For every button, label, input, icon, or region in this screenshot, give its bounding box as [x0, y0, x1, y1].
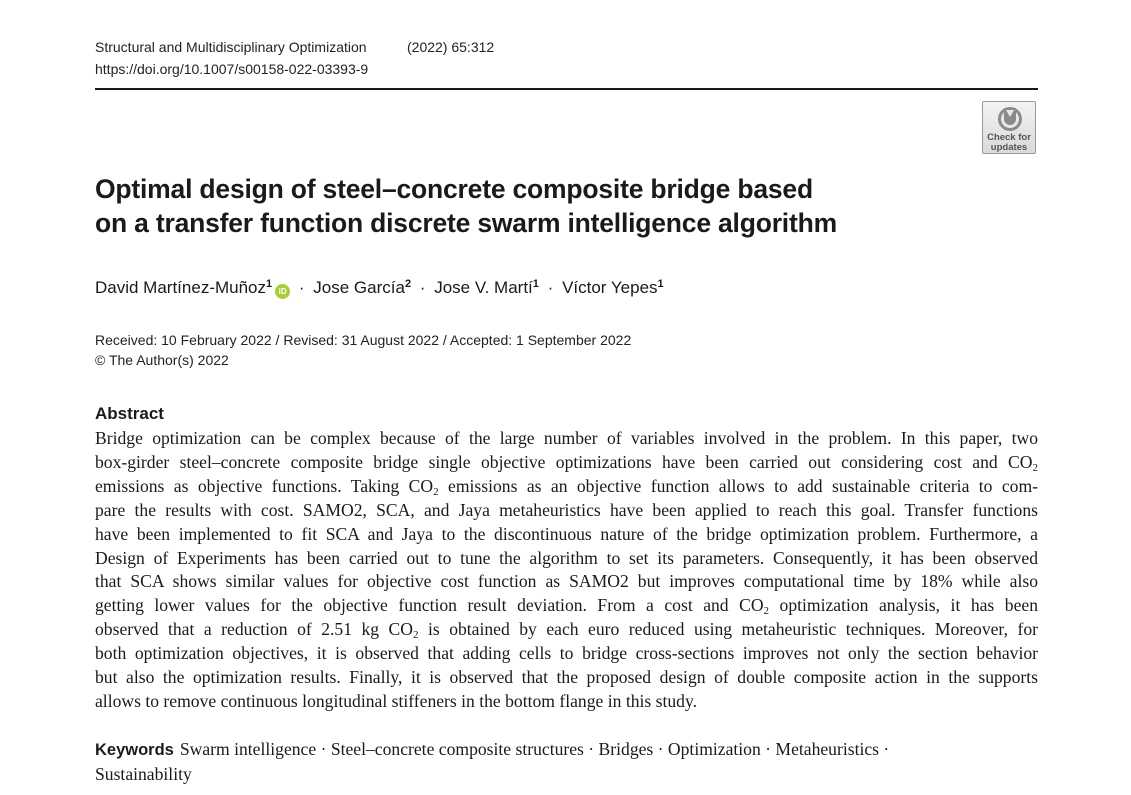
author-name[interactable]: Víctor Yepes: [562, 278, 658, 297]
author-name[interactable]: David Martínez-Muñoz: [95, 278, 267, 297]
abstract-line: but also the optimization results. Finally, it is observed that the proposed design of double composite action in the supports: [95, 667, 1038, 688]
abstract-line: emissions as objective functions. Taking $CO_2$ emissions as an objective function allows to add sustainable criteria to com-: [95, 475, 1039, 498]
abstract-line: allows to remove continuous longitudinal stiffeners in the bottom flange in this study.: [95, 690, 698, 711]
doi-link[interactable]: https://doi.org/10.1007/s00158-022-03393-9: [95, 61, 369, 77]
copyright: © The Author(s) 2022: [95, 352, 229, 368]
abstract-line: have been implemented to fit SCA and Jaya to the discontinuous nature of the bridge optimization problem. Furthermore, a: [95, 523, 1038, 544]
abstract-line: that SCA shows similar values for objective cost function as SAMO2 but improves computational time by 18% while also: [95, 571, 1038, 592]
orcid-icon[interactable]: iD: [275, 284, 290, 299]
author-separator: ·: [419, 278, 426, 297]
title-line2: on a transfer function discrete swarm intelligence algorithm: [95, 208, 837, 238]
badge-line1: Check for: [987, 132, 1031, 143]
affiliation-mark: 1: [532, 278, 539, 290]
abstract-line: both optimization objectives, it is observed that adding cells to bridge cross-sections improves not only the section behavior: [95, 643, 1038, 664]
abstract-line: getting lower values for the objective function result deviation. From a cost and $CO_2$ optimization analysis, it has been: [95, 595, 1038, 618]
check-for-updates-badge[interactable]: [982, 101, 1036, 154]
abstract-line: observed that a reduction of 2.51 kg $CO_2$ is obtained by each euro reduced using metaheuristic techniques. Moreover, for: [95, 619, 1038, 642]
author-separator: ·: [547, 278, 554, 297]
author-name[interactable]: Jose García: [313, 278, 405, 297]
journal-header: [95, 36, 494, 80]
badge-line2: updates: [990, 142, 1028, 153]
header-rule: [95, 88, 1038, 90]
publication-history: [95, 330, 631, 370]
abstract-line: pare the results with cost. SAMO2, SCA, and Jaya metaheuristics have been applied to reach this goal. Transfer functions: [95, 499, 1038, 520]
affiliation-mark: 2: [404, 278, 412, 290]
keywords-line1: Swarm intelligence · Steel–concrete composite structures · Bridges · Optimization · Metaheuristics ·: [179, 739, 890, 759]
affiliation-mark: 1: [657, 278, 664, 290]
abstract-line: box-girder steel–concrete composite bridge single objective optimizations have been carried out considering cost and $CO_2$: [95, 451, 1038, 474]
abstract-heading: Abstract: [95, 404, 164, 423]
abstract-body: [95, 427, 1038, 714]
citation: (2022) 65:312: [407, 39, 495, 55]
abstract-line: Design of Experiments has been carried out to tune the algorithm to set its parameters. Consequently, it has been observed: [95, 547, 1038, 568]
title-line1: Optimal design of steel–concrete composite bridge based: [95, 174, 813, 204]
author-name[interactable]: Jose V. Martí: [434, 278, 533, 297]
keywords: [95, 737, 1038, 786]
author-separator: ·: [298, 278, 305, 297]
journal-name: Structural and Multidisciplinary Optimization: [95, 39, 367, 55]
keywords-line2: Sustainability: [95, 764, 192, 784]
author-list: [95, 271, 664, 301]
affiliation-mark: 1: [266, 278, 273, 290]
keywords-label: Keywords: [95, 741, 174, 759]
refresh-icon: [996, 105, 1024, 133]
article-title: [95, 172, 895, 240]
abstract-line: Bridge optimization can be complex because of the large number of variables involved in the problem. In this paper, two: [95, 428, 1038, 448]
received-revised-accepted: Received: 10 February 2022 / Revised: 31 August 2022 / Accepted: 1 September 2022: [95, 332, 632, 348]
